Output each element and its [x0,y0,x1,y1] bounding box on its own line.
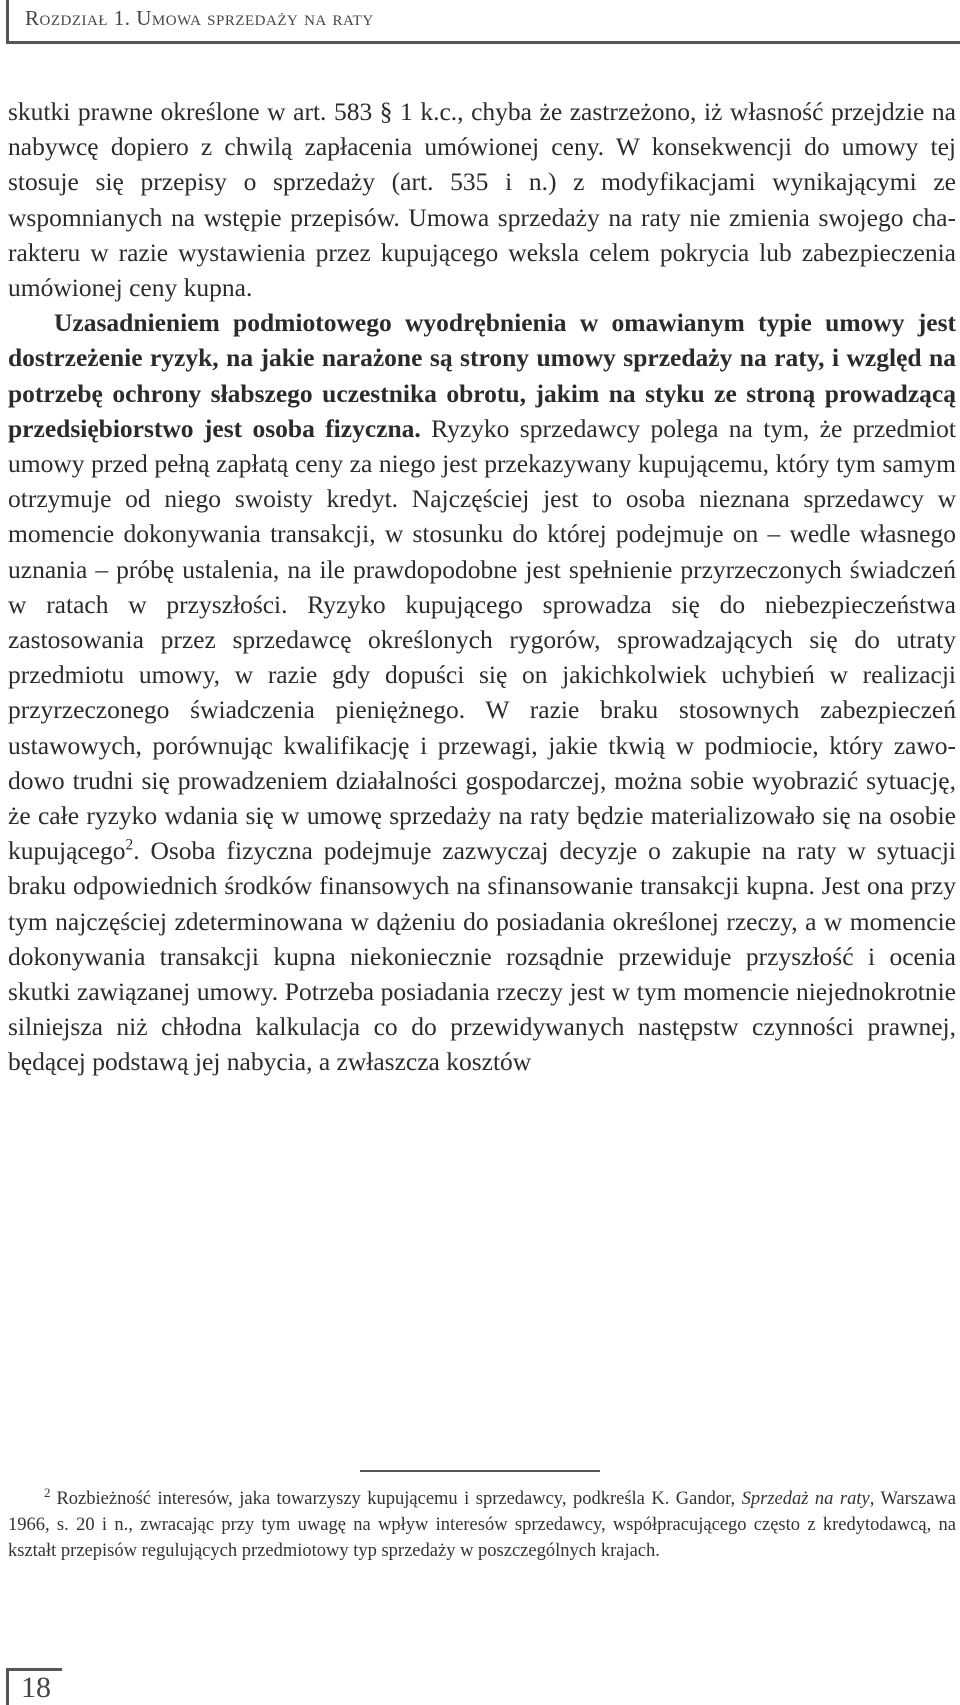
paragraph-2-bold-lead: Uzasadnieniem podmiotowego wyodrębnienia w omawianym typie umowy jest dostrzeżenie ryzyk, na jakie narażone są strony umowy sprzedaży na raty, i względ na potrzebę ochrony słabszego uczestnika obrotu, jakim na styku ze stroną prowadzącą przedsiębiorstwo jest osoba fizyczna. [8,308,956,443]
page-number: 18 [21,1671,51,1704]
paragraph-2-text-a: Ryzyko sprzedawcy polega na tym, że przedmiot umowy przed pełną zapłatą ceny za niego jest przekazywany kupującemu, który tym samym otrzymuje od niego swoisty kredyt. Najczęściej jest to osoba nieznana sprzedawcy w momencie dokonywania transakcji, w stosunku do której podejmuje on – wedle własnego uznania – próbę ustalenia, na ile prawdopodobne jest spełnienie przyrzeczonych świadczeń w ratach w przyszłości. Ryzyko kupującego sprowadza się do niebezpieczeństwa zastosowania przez sprzedawcę określonych rygorów, sprowadzających się do utraty przedmiotu umowy, w razie gdy dopuści się on jakichkolwiek uchybień w realizacji przyrzeczonego świadczenia pieniężnego. W razie braku stosownych zabezpieczeń ustawowych, porównując kwalifikację i przewagi, jakie tkwią w podmiocie, który zawodowo trudni się prowadzeniem działalności gospodarczej, można sobie wyobrazić sytuację, że całe ryzyko wdania się w umowę sprzedaży na raty będzie materializowało się na osobie kupującego [8,413,956,866]
footnote-divider [360,1470,600,1472]
footnote-cited-title: Sprzedaż na raty [741,1489,870,1509]
running-head-title: Rozdział 1. Umowa sprzedaży na raty [25,6,374,30]
main-text [8,94,956,1080]
paragraph-2-text-b: . Osoba fizyczna podejmuje zazwyczaj decyzje o zakupie na raty w sytuacji braku odpowiednich środków finansowych na sfinansowanie transakcji kupna. Jest ona przy tym najczęściej zdeterminowana w dążeniu do posiadania określonej rzeczy, a w momencie dokonywania transakcji kupna niekoniecznie rozsądnie przewiduje przyszłość i ocenia skutki zawiązanej umowy. Potrzeba posiadania rzeczy jest w tym momencie niejednokrotnie silniejsza niż chłodna kalkulacja co do przewidywanych następstw czynności prawnej, będącej podstawą jej nabycia, a zwłaszcza kosztów [8,836,956,1077]
paragraph-1: skutki prawne określone w art. 583 § 1 k.c., chyba że zastrzeżono, iż własność przejdzie na nabywcę dopiero z chwilą zapłacenia umówionej ceny. W konsekwencji do umowy tej stosuje się przepisy o sprzedaży (art. 535 i n.) z modyfikacjami wynikającymi ze wspomnianych na wstępie przepisów. Umowa sprzedaży na raty nie zmienia swojego charakteru w razie wystawienia przez kupującego weksla celem pokrycia lub zabezpieczenia umówionej ceny kupna. [8,97,956,303]
footnote [8,1486,956,1564]
page-number-frame [6,1668,62,1705]
footnote-text-a: Rozbieżność interesów, jaka towarzyszy kupującemu i sprzedawcy, podkreśla K. Gandor, [56,1489,736,1509]
footnote-number: 2 [44,1484,51,1500]
footnote-text-b: , Warszawa 1966, s. 20 i n., zwracając przy tym uwagę na wpływ interesów sprzedawcy, współpracującego często z kredytodawcą, na kształt przepisów regulujących przedmiotowy typ sprzedaży w poszczególnych krajach. [8,1489,956,1561]
footnote-reference[interactable]: 2 [125,836,134,854]
running-header [6,0,960,44]
footnote-2 [8,1486,956,1564]
paragraph-2 [8,305,956,1079]
